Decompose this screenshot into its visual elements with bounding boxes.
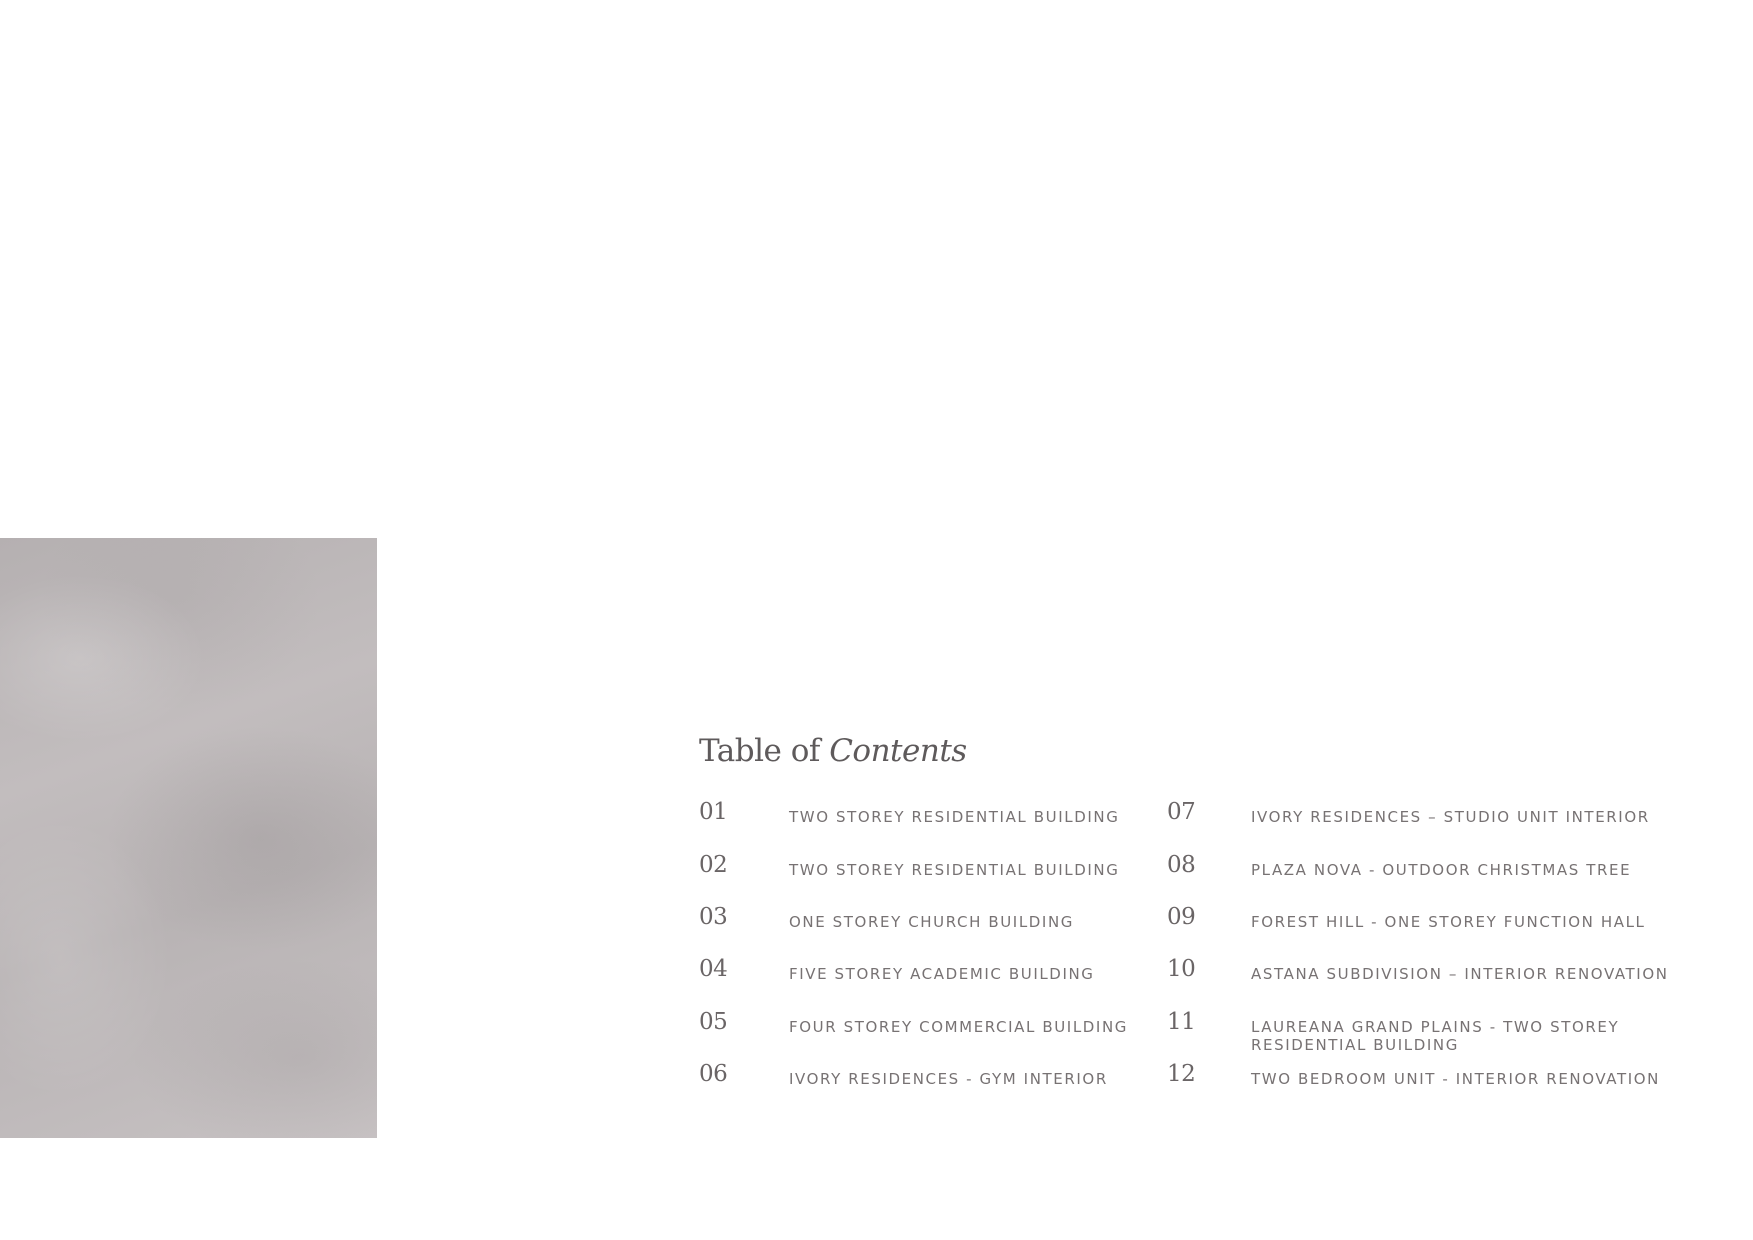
- toc-entry-number: 07: [1167, 799, 1196, 825]
- toc-entry-title: TWO STOREY RESIDENTIAL BUILDING: [789, 808, 1120, 826]
- toc-entry-title: ONE STOREY CHURCH BUILDING: [789, 913, 1074, 931]
- toc-entry-number: 03: [699, 904, 728, 930]
- toc-entry-title: ASTANA SUBDIVISION – INTERIOR RENOVATION: [1251, 965, 1669, 983]
- toc-entry-number: 02: [699, 852, 728, 878]
- toc-entry-number: 01: [699, 799, 728, 825]
- toc-title: [699, 733, 967, 769]
- toc-entry-number: 09: [1167, 904, 1196, 930]
- toc-entry-title: TWO BEDROOM UNIT - INTERIOR RENOVATION: [1251, 1070, 1660, 1088]
- toc-entry-number: 08: [1167, 852, 1196, 878]
- toc-entry-title: IVORY RESIDENCES – STUDIO UNIT INTERIOR: [1251, 808, 1650, 826]
- toc-entry-number: 05: [699, 1009, 728, 1035]
- toc-entry-number: 04: [699, 956, 728, 982]
- toc-entry-title: PLAZA NOVA - OUTDOOR CHRISTMAS TREE: [1251, 861, 1632, 879]
- toc-entry-title: FOUR STOREY COMMERCIAL BUILDING: [789, 1018, 1128, 1036]
- toc-entry-number: 06: [699, 1061, 728, 1087]
- toc-entry-number: 11: [1167, 1009, 1196, 1035]
- toc-title-plain: Table of: [699, 733, 830, 769]
- concrete-texture-image: [0, 538, 377, 1138]
- toc-entry-title: IVORY RESIDENCES - GYM INTERIOR: [789, 1070, 1108, 1088]
- toc-entry-number: 12: [1167, 1061, 1196, 1087]
- toc-entry-title: TWO STOREY RESIDENTIAL BUILDING: [789, 861, 1120, 879]
- toc-entry-title: FOREST HILL - ONE STOREY FUNCTION HALL: [1251, 913, 1646, 931]
- toc-title-italic: Contents: [829, 733, 967, 769]
- toc-entry-title: LAUREANA GRAND PLAINS - TWO STOREY RESIDENTIAL BUILDING: [1251, 1018, 1620, 1054]
- toc-entry-title: FIVE STOREY ACADEMIC BUILDING: [789, 965, 1095, 983]
- toc-entry-number: 10: [1167, 956, 1196, 982]
